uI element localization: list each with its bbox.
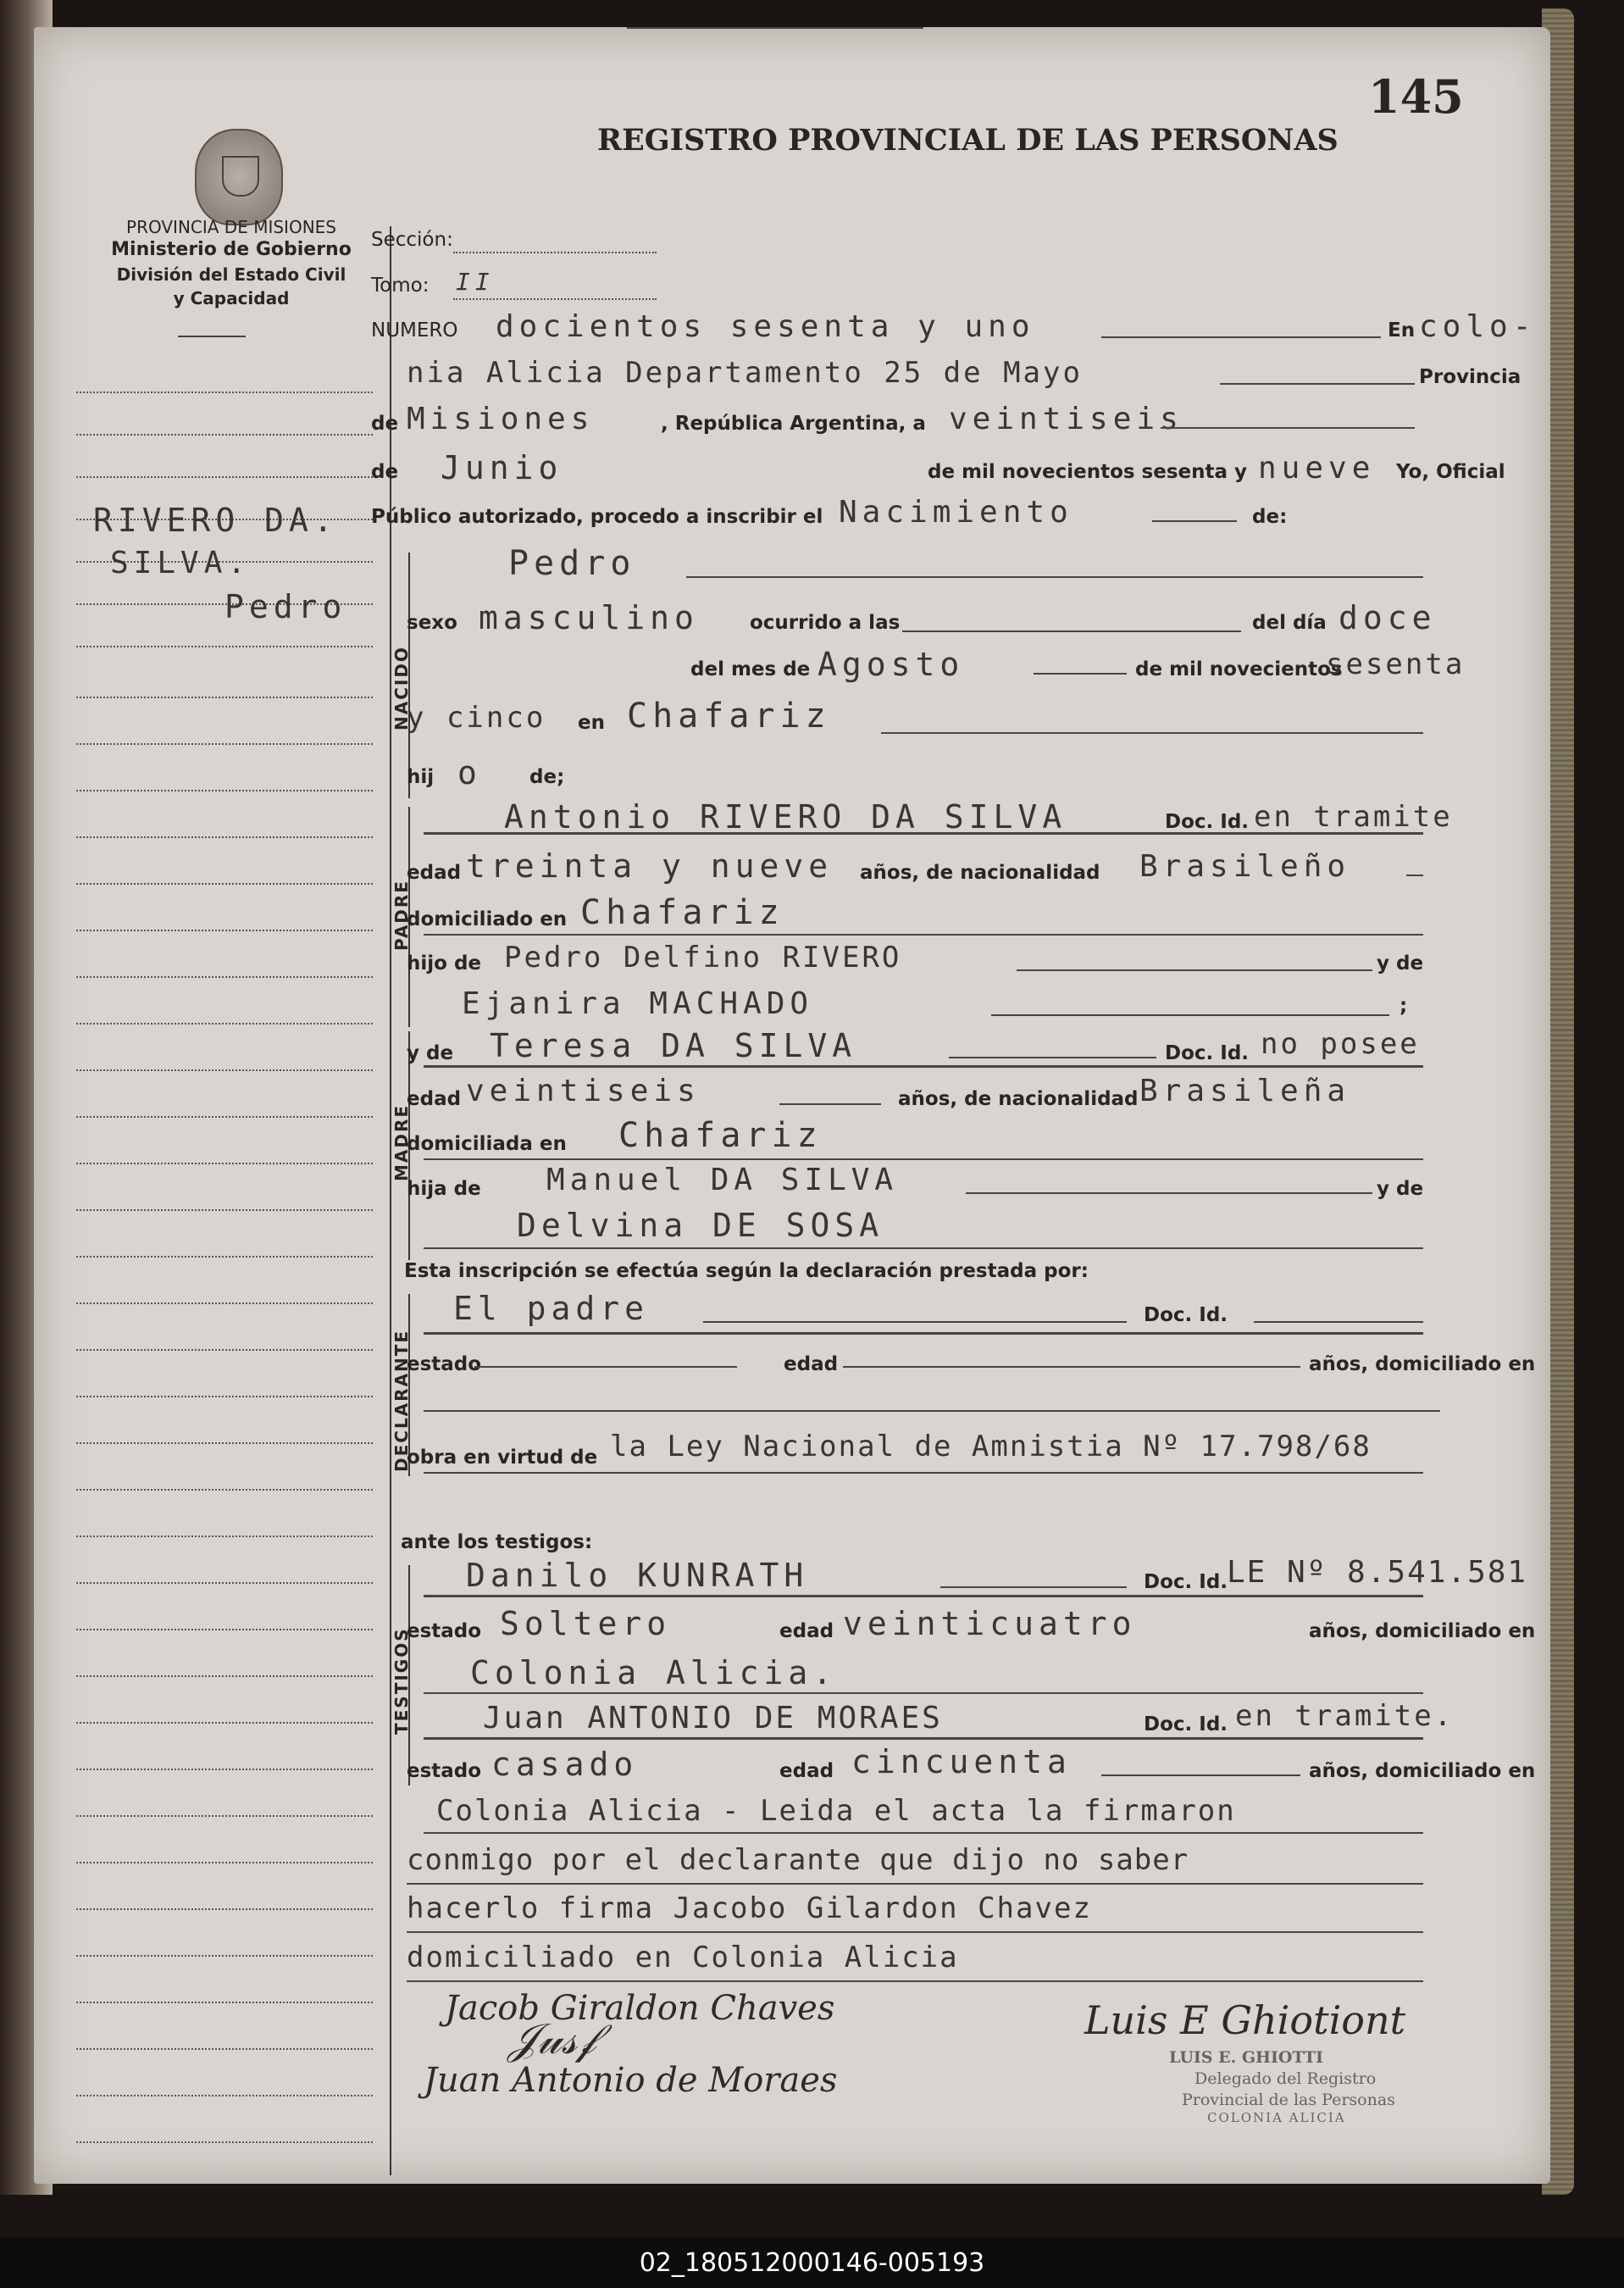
place-value-b: nia Alicia Departamento 25 de Mayo xyxy=(407,356,1083,390)
testigo2-estado-value: casado xyxy=(491,1746,639,1783)
de-colon-label: de: xyxy=(1252,506,1288,528)
provincia-value: Misiones xyxy=(407,402,595,436)
org-line-4: y Capacidad xyxy=(173,288,290,308)
madre-doc-value: no posee xyxy=(1261,1027,1420,1061)
testigo1-domicilio-value: Colonia Alicia. xyxy=(470,1654,838,1691)
madre-edad-label: edad xyxy=(407,1088,462,1110)
testigo2-nombre-value: Juan ANTONIO DE MORAES xyxy=(483,1701,943,1735)
republica-label: , República Argentina, a xyxy=(661,413,926,435)
madre-y-de-label: y de xyxy=(407,1042,454,1064)
obra-label: obra en virtud de xyxy=(407,1447,598,1469)
cierre-line-2: conmigo por el declarante que dijo no saber xyxy=(407,1843,1189,1877)
declarante-section-label: DECLARANTE xyxy=(391,1329,412,1472)
madre-nombre-value: Teresa DA SILVA xyxy=(490,1027,857,1064)
dia-nac-value: doce xyxy=(1339,599,1437,636)
testigo1-edad-value: veinticuatro xyxy=(843,1605,1137,1642)
page-number: 145 xyxy=(1368,69,1464,124)
tomo-label: Tomo: xyxy=(371,275,430,297)
testigo1-estado-label: estado xyxy=(407,1620,482,1642)
madre-nacionalidad-value: Brasileña xyxy=(1139,1074,1351,1108)
testigo2-estado-label: estado xyxy=(407,1760,482,1782)
lugar-nac-value: Chafariz xyxy=(627,697,831,736)
en-label: En xyxy=(1388,319,1416,342)
padre-domicilio-label: domiciliado en xyxy=(407,908,568,930)
testigo2-edad-value: cincuenta xyxy=(851,1743,1072,1780)
org-line-1: PROVINCIA DE MISIONES xyxy=(126,217,336,237)
padre-nacionalidad-value: Brasileño xyxy=(1139,849,1351,884)
madre-hija-de-label: hija de xyxy=(407,1178,481,1200)
stamp-line-4: COLONIA ALICIA xyxy=(1207,2110,1346,2125)
inscribir-label: Público autorizado, procedo a inscribir el xyxy=(371,506,823,528)
testigo2-edad-label: edad xyxy=(779,1760,834,1782)
provincia-label: Provincia xyxy=(1419,366,1521,388)
acto-value: Nacimiento xyxy=(839,495,1073,530)
signature-scrawl: 𝒥𝓊𝓈𝒻 xyxy=(508,2014,596,2063)
numero-label: NUMERO xyxy=(371,319,458,342)
place-value-a: colo- xyxy=(1419,309,1537,344)
signature-jacob: Jacob Giraldon Chaves xyxy=(445,1989,835,2028)
declarante-edad-label: edad xyxy=(784,1353,839,1375)
margin-surname-1: RIVERO DA. xyxy=(93,502,338,539)
de-label: de xyxy=(371,413,399,435)
padre-doc-value: en tramite xyxy=(1254,800,1453,834)
anio-nac-value-a: sesenta xyxy=(1326,647,1466,681)
madre-padre-value: Manuel DA SILVA xyxy=(546,1163,899,1197)
numero-value: docientos sesenta y uno xyxy=(496,309,1035,344)
nacido-section-label: NACIDO xyxy=(391,646,412,730)
register-page xyxy=(34,27,1550,2184)
madre-edad-value: veintiseis xyxy=(466,1074,701,1108)
ocurrido-label: ocurrido a las xyxy=(750,612,901,634)
nombre-value: Pedro xyxy=(508,544,636,583)
padre-nacionalidad-label: años, de nacionalidad xyxy=(860,862,1100,884)
padre-edad-value: treinta y nueve xyxy=(466,847,834,885)
seccion-label: Sección: xyxy=(371,229,453,251)
padre-madre-value: Ejanira MACHADO xyxy=(462,986,814,1021)
testigo1-estado-value: Soltero xyxy=(500,1605,672,1642)
tomo-value: II xyxy=(456,268,495,296)
stamp-line-2: Delegado del Registro xyxy=(1194,2069,1377,2088)
de-semicolon-label: de; xyxy=(529,766,565,788)
obra-value: la Ley Nacional de Amnistia Nº 17.798/68 xyxy=(610,1430,1372,1463)
testigo1-nombre-value: Danilo KUNRATH xyxy=(466,1557,809,1594)
sexo-value: masculino xyxy=(479,599,699,636)
testigo1-edad-label: edad xyxy=(779,1620,834,1642)
dia-value: veintiseis xyxy=(949,402,1183,436)
coat-of-arms-icon xyxy=(195,129,283,225)
margin-given-name: Pedro xyxy=(224,588,347,625)
org-line-3: División del Estado Civil xyxy=(116,264,346,285)
padre-hijo-de-label: hijo de xyxy=(407,952,482,975)
anio-nac-value-b: y cinco xyxy=(407,701,546,735)
madre-domicilio-value: Chafariz xyxy=(618,1116,823,1155)
declarante-value: El padre xyxy=(453,1290,650,1327)
mes-value: Junio xyxy=(441,449,563,486)
hij-label: hij xyxy=(407,766,435,788)
anio-label: de mil novecientos sesenta y xyxy=(928,461,1248,483)
testigo1-domicilio-label: años, domiciliado en xyxy=(1309,1620,1536,1642)
image-caption: 02_180512000146-005193 xyxy=(0,2237,1624,2288)
testigo1-doc-label: Doc. Id. xyxy=(1144,1571,1228,1593)
cierre-line-1: Colonia Alicia - Leida el acta la firmaron xyxy=(436,1794,1236,1828)
de-label-2: de xyxy=(371,461,399,483)
padre-semicolon: ; xyxy=(1400,995,1408,1017)
sexo-label: sexo xyxy=(407,612,457,634)
hij-value: o xyxy=(457,754,482,791)
padre-section-label: PADRE xyxy=(391,880,412,951)
testigos-section-label: TESTIGOS xyxy=(391,1627,412,1735)
testigo2-domicilio-label: años, domiciliado en xyxy=(1309,1760,1536,1782)
testigo2-doc-value: en tramite. xyxy=(1235,1699,1455,1733)
declaracion-label: Esta inscripción se efectúa según la declaración prestada por: xyxy=(404,1260,1089,1282)
cierre-line-4: domiciliado en Colonia Alicia xyxy=(407,1941,959,1974)
padre-nombre-value: Antonio RIVERO DA SILVA xyxy=(504,798,1067,836)
declarante-estado-label: estado xyxy=(407,1353,482,1375)
margin-surname-2: SILVA. xyxy=(110,546,252,580)
declarante-doc-label: Doc. Id. xyxy=(1144,1304,1228,1326)
org-divider xyxy=(178,336,246,337)
anio-value: nueve xyxy=(1258,451,1376,486)
padre-domicilio-value: Chafariz xyxy=(580,893,784,932)
signature-luis: Luis E Ghiotiont xyxy=(1084,1997,1406,2043)
signature-juan: Juan Antonio de Moraes xyxy=(424,2061,838,2100)
madre-madre-value: Delvina DE SOSA xyxy=(517,1207,884,1244)
org-line-2: Ministerio de Gobierno xyxy=(111,239,352,260)
stamp-line-3: Provincial de las Personas xyxy=(1182,2091,1395,2109)
madre-doc-label: Doc. Id. xyxy=(1165,1042,1250,1064)
madre-section-label: MADRE xyxy=(391,1103,412,1181)
stamp-line-1: LUIS E. GHIOTTI xyxy=(1169,2048,1323,2067)
testigos-label: ante los testigos: xyxy=(401,1531,593,1553)
page-title: REGISTRO PROVINCIAL DE LAS PERSONAS xyxy=(597,123,1339,158)
cierre-line-3: hacerlo firma Jacobo Gilardon Chavez xyxy=(407,1891,1092,1925)
anio-nac-label: de mil novecientos xyxy=(1135,658,1343,680)
padre-edad-label: edad xyxy=(407,862,462,884)
padre-padre-value: Pedro Delfino RIVERO xyxy=(504,941,902,975)
testigo2-doc-label: Doc. Id. xyxy=(1144,1713,1228,1735)
oficial-label: Yo, Oficial xyxy=(1396,461,1505,483)
del-dia-label: del día xyxy=(1252,612,1327,634)
testigo1-doc-value: LE Nº 8.541.581 xyxy=(1227,1555,1528,1590)
mes-nac-value: Agosto xyxy=(818,646,965,683)
madre-nacionalidad-label: años, de nacionalidad xyxy=(898,1088,1139,1110)
en-label-2: en xyxy=(578,712,605,734)
madre-y-de-label-2: y de xyxy=(1377,1178,1424,1200)
padre-doc-label: Doc. Id. xyxy=(1165,811,1250,833)
padre-y-de-label: y de xyxy=(1377,952,1424,975)
declarante-domicilio-label: años, domiciliado en xyxy=(1309,1353,1536,1375)
madre-domicilio-label: domiciliada en xyxy=(407,1133,567,1155)
del-mes-label: del mes de xyxy=(690,658,811,680)
